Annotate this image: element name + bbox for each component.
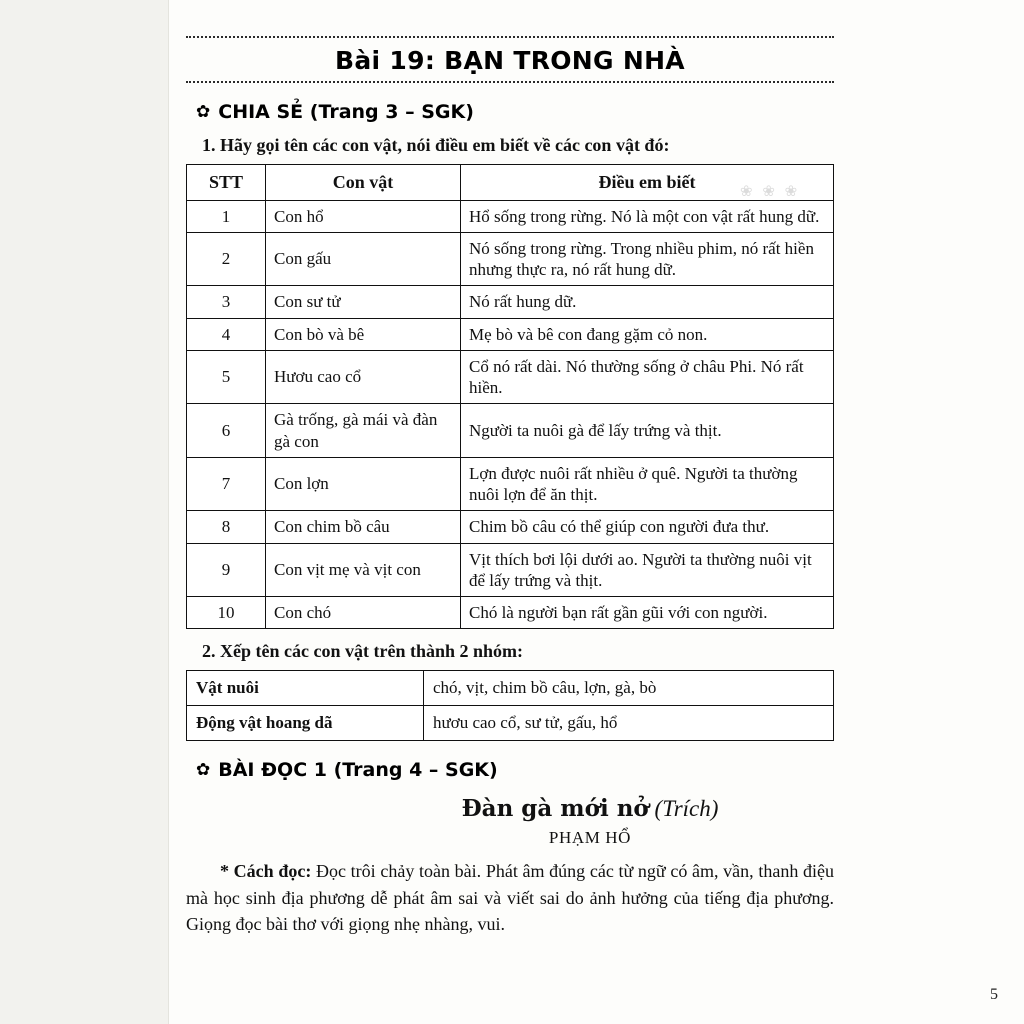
cell-stt: 7 bbox=[187, 457, 266, 511]
page-title: Bài 19: BẠN TRONG NHÀ bbox=[335, 46, 685, 75]
group-value: hươu cao cổ, sư tử, gấu, hổ bbox=[424, 706, 834, 741]
cell-animal: Hươu cao cổ bbox=[266, 350, 461, 404]
how-to-read-label: * Cách đọc: bbox=[220, 861, 312, 882]
poem-author: PHẠM HỔ bbox=[548, 828, 632, 848]
section-heading-share bbox=[196, 101, 1000, 123]
group-label: Động vật hoang dã bbox=[187, 706, 424, 741]
cell-stt: 6 bbox=[187, 404, 266, 458]
cell-knowledge: Chim bồ câu có thể giúp con người đưa thư. bbox=[461, 511, 834, 543]
cell-knowledge: Lợn được nuôi rất nhiều ở quê. Người ta thường nuôi lợn để ăn thịt. bbox=[461, 457, 834, 511]
cell-stt: 2 bbox=[187, 232, 266, 286]
cell-knowledge: Nó sống trong rừng. Trong nhiều phim, nó rất hiền nhưng thực ra, nó rất hung dữ. bbox=[461, 232, 834, 286]
table-row bbox=[187, 543, 834, 597]
table-row bbox=[187, 511, 834, 543]
cell-animal: Con chó bbox=[266, 597, 461, 629]
cell-knowledge: Vịt thích bơi lội dưới ao. Người ta thường nuôi vịt để lấy trứng và thịt. bbox=[461, 543, 834, 597]
page-number: 5 bbox=[990, 986, 998, 1003]
cell-animal: Con chim bồ câu bbox=[266, 511, 461, 543]
cell-stt: 5 bbox=[187, 350, 266, 404]
cell-stt: 4 bbox=[187, 318, 266, 350]
poem-title-note: (Trích) bbox=[654, 796, 719, 822]
table-header-stt: STT bbox=[187, 165, 266, 201]
cell-stt: 1 bbox=[187, 200, 266, 232]
cell-stt: 8 bbox=[187, 511, 266, 543]
flower-icon: ✿ bbox=[196, 759, 211, 780]
page-left-margin bbox=[0, 0, 169, 1024]
cell-knowledge: Nó rất hung dữ. bbox=[461, 286, 834, 318]
table-header-animal: Con vật bbox=[266, 165, 461, 201]
cell-stt: 9 bbox=[187, 543, 266, 597]
how-to-read-text: Đọc trôi chảy toàn bài. Phát âm đúng các từ ngữ có âm, vần, thanh điệu mà học sinh địa phương dễ phát âm sai và viết sai do ảnh hưởng của tiếng địa phương. Giọng đọc bài thơ với giọng nhẹ nhàng, vui. bbox=[186, 861, 834, 934]
poem-title bbox=[180, 795, 1000, 822]
table-row bbox=[187, 706, 834, 741]
cell-knowledge: Người ta nuôi gà để lấy trứng và thịt. bbox=[461, 404, 834, 458]
table-header-knowledge: Điều em biết bbox=[461, 165, 834, 201]
cell-stt: 3 bbox=[187, 286, 266, 318]
table-row bbox=[187, 671, 834, 706]
section-heading-share-label: CHIA SẺ (Trang 3 – SGK) bbox=[218, 101, 474, 123]
question-1: 1. Hãy gọi tên các con vật, nói điều em biết về các con vật đó: bbox=[202, 135, 670, 155]
cell-stt: 10 bbox=[187, 597, 266, 629]
question-2: 2. Xếp tên các con vật trên thành 2 nhóm: bbox=[202, 641, 523, 662]
title-block bbox=[186, 36, 834, 83]
group-value: chó, vịt, chim bồ câu, lợn, gà, bò bbox=[424, 671, 834, 706]
table-row bbox=[187, 200, 834, 232]
animals-table bbox=[186, 164, 834, 629]
flower-icon: ✿ bbox=[196, 101, 211, 122]
section-heading-reading-label: BÀI ĐỌC 1 (Trang 4 – SGK) bbox=[218, 759, 498, 782]
table-row bbox=[187, 404, 834, 458]
cell-knowledge: Cổ nó rất dài. Nó thường sống ở châu Phi. Nó rất hiền. bbox=[461, 350, 834, 404]
cell-animal: Con sư tử bbox=[266, 286, 461, 318]
groups-table bbox=[186, 670, 834, 741]
table-row bbox=[187, 286, 834, 318]
group-label: Vật nuôi bbox=[187, 671, 424, 706]
cell-knowledge: Chó là người bạn rất gần gũi với con người. bbox=[461, 597, 834, 629]
poem-title-text: Đàn gà mới nở bbox=[461, 795, 649, 823]
cell-animal: Con vịt mẹ và vịt con bbox=[266, 543, 461, 597]
watermark: ❀ ❀ ❀ bbox=[740, 184, 801, 200]
cell-knowledge: Hổ sống trong rừng. Nó là một con vật rất hung dữ. bbox=[461, 200, 834, 232]
table-row bbox=[187, 457, 834, 511]
table-row bbox=[187, 318, 834, 350]
table-row bbox=[187, 350, 834, 404]
cell-animal: Con bò và bê bbox=[266, 318, 461, 350]
table-header-row bbox=[187, 165, 834, 201]
section-heading-reading bbox=[196, 759, 1000, 781]
table-row bbox=[187, 232, 834, 286]
how-to-read-paragraph bbox=[186, 858, 834, 936]
cell-animal: Con lợn bbox=[266, 457, 461, 511]
cell-animal: Con hổ bbox=[266, 200, 461, 232]
cell-animal: Gà trống, gà mái và đàn gà con bbox=[266, 404, 461, 458]
page-content bbox=[180, 0, 1000, 1024]
table-row bbox=[187, 597, 834, 629]
cell-animal: Con gấu bbox=[266, 232, 461, 286]
cell-knowledge: Mẹ bò và bê con đang gặm cỏ non. bbox=[461, 318, 834, 350]
